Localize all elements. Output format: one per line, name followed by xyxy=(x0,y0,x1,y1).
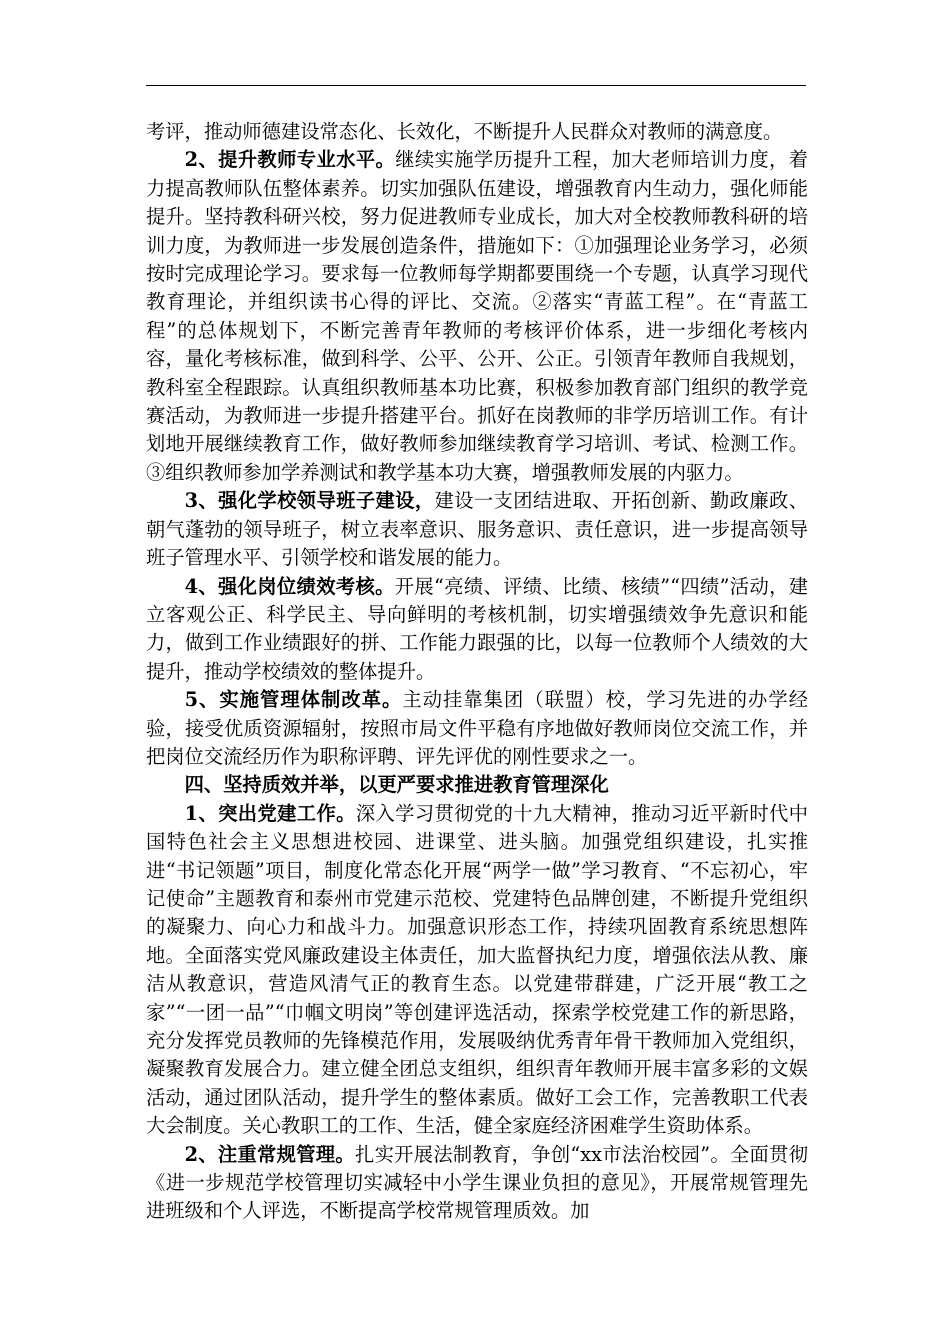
paragraph-text: 主动挂靠集团（联盟）校，学习先进的办学经验，接受优质资源辐射，按照市局文件平稳有序地做好教师岗位交流工作，并把岗位交流经历作为职称评聘、评先评优的刚性要求之一。 xyxy=(146,688,808,768)
paragraph-text: 继续实施学历提升工程，加大老师培训力度，着力提高教师队伍整体素养。切实加强队伍建设，增强教育内生动力，强化师能提升。坚持教科研兴校，努力促进教师专业成长，加大对全校教师教科研的培训力度，为教师进一步发展创造条件，措施如下：①加强理论业务学习，必须按时完成理论学习。要求每一位教师每学期都要围绕一个专题，认真学习现代教育理论，并组织读书心得的评比、交流。②落实“青蓝工程”。在“青蓝工程”的总体规划下，不断完善青年教师的考核评价体系，进一步细化考核内容，量化考核标准，做到科学、公平、公开、公正。引领青年教师自我规划，教科室全程跟踪。认真组织教师基本功比赛，积极参加教育部门组织的教学竞赛活动，为教师进一步提升搭建平台。抓好在岗教师的非学历培训工作。有计划地开展继续教育工作，做好教师参加继续教育学习培训、考试、检测工作。③组织教师参加学养测试和教学基本功大赛，增强教师发展的内驱力。 xyxy=(146,148,809,484)
paragraph-management-reform xyxy=(146,686,808,771)
paragraph-lead: 5、实施管理体制改革。 xyxy=(184,688,403,712)
header-rule xyxy=(146,85,806,86)
paragraph-lead: 2、提升教师专业水平。 xyxy=(184,148,396,172)
section-heading: 四、坚持质效并举，以更严要求推进教育管理深化 xyxy=(184,773,609,797)
paragraph-text: 深入学习贯彻党的十九大精神，推动习近平新时代中国特色社会主义思想进校园、进课堂、进头脑。加强党组织建设，扎实推进“书记领题”项目，制度化常态化开展“两学一做”学习教育、“不忘初心，牢记使命”主题教育和泰州市党建示范校、党建特色品牌创建，不断提升党组织的凝聚力、向心力和战斗力。加强意识形态工作，持续巩固教育系统思想阵地。全面落实党风廉政建设主体责任，加大监督执纪力度，增强依法从教、廉洁从教意识，营造风清气正的教育生态。以党建带群建，广泛开展“教工之家”“一团一品”“巾帼文明岗”等创建评选活动，探索学校党建工作的新思路，充分发挥党员教师的先锋模范作用，发展吸纳优秀青年骨干教师加入党组织，凝聚教育发展合力。建立健全团总支组织，组织青年教师开展丰富多彩的文娱活动，通过团队活动，提升学生的整体素质。做好工会工作，完善教职工代表大会制度。关心教职工的工作、生活，健全家庭经济困难学生资助体系。 xyxy=(146,801,808,1138)
paragraph-routine-management xyxy=(146,1141,808,1226)
document-body xyxy=(146,118,808,1226)
paragraph-teacher-professional-level xyxy=(146,146,808,487)
paragraph-text: 开展“亮绩、评绩、比绩、核绩”“四绩”活动，建立客观公正、科学民主、导向鲜明的考核机制，切实增强绩效争先意识和能力，做到工作业绩跟好的拼、工作能力跟强的比，以每一位教师个人绩效的大提升，推动学校绩效的整体提升。 xyxy=(146,574,808,683)
paragraph-text: 扎实开展法制教育，争创“xx市法治校园”。全面贯彻《进一步规范学校管理切实减轻中小学生课业负担的意见》，开展常规管理先进班级和个人评选，不断提高学校常规管理质效。加 xyxy=(146,1142,808,1223)
paragraph-lead: 1、突出党建工作。 xyxy=(184,801,356,825)
paragraph-lead: 3、强化学校领导班子建设， xyxy=(184,489,435,513)
paragraph-text: 建设一支团结进取、开拓创新、勤政廉政、朝气蓬勃的领导班子，树立表率意识、服务意识、责任意识，进一步提高领导班子管理水平、引领学校和谐发展的能力。 xyxy=(146,489,808,570)
paragraph-continuation xyxy=(146,118,808,146)
paragraph-lead: 4、强化岗位绩效考核。 xyxy=(184,574,395,598)
paragraph-lead: 2、注重常规管理。 xyxy=(184,1142,355,1166)
paragraph-performance-assessment xyxy=(146,573,808,687)
paragraph-text: 考评，推动师德建设常态化、长效化，不断提升人民群众对教师的满意度。 xyxy=(146,120,783,143)
paragraph-leadership-team xyxy=(146,487,808,572)
paragraph-party-building xyxy=(146,800,808,1141)
